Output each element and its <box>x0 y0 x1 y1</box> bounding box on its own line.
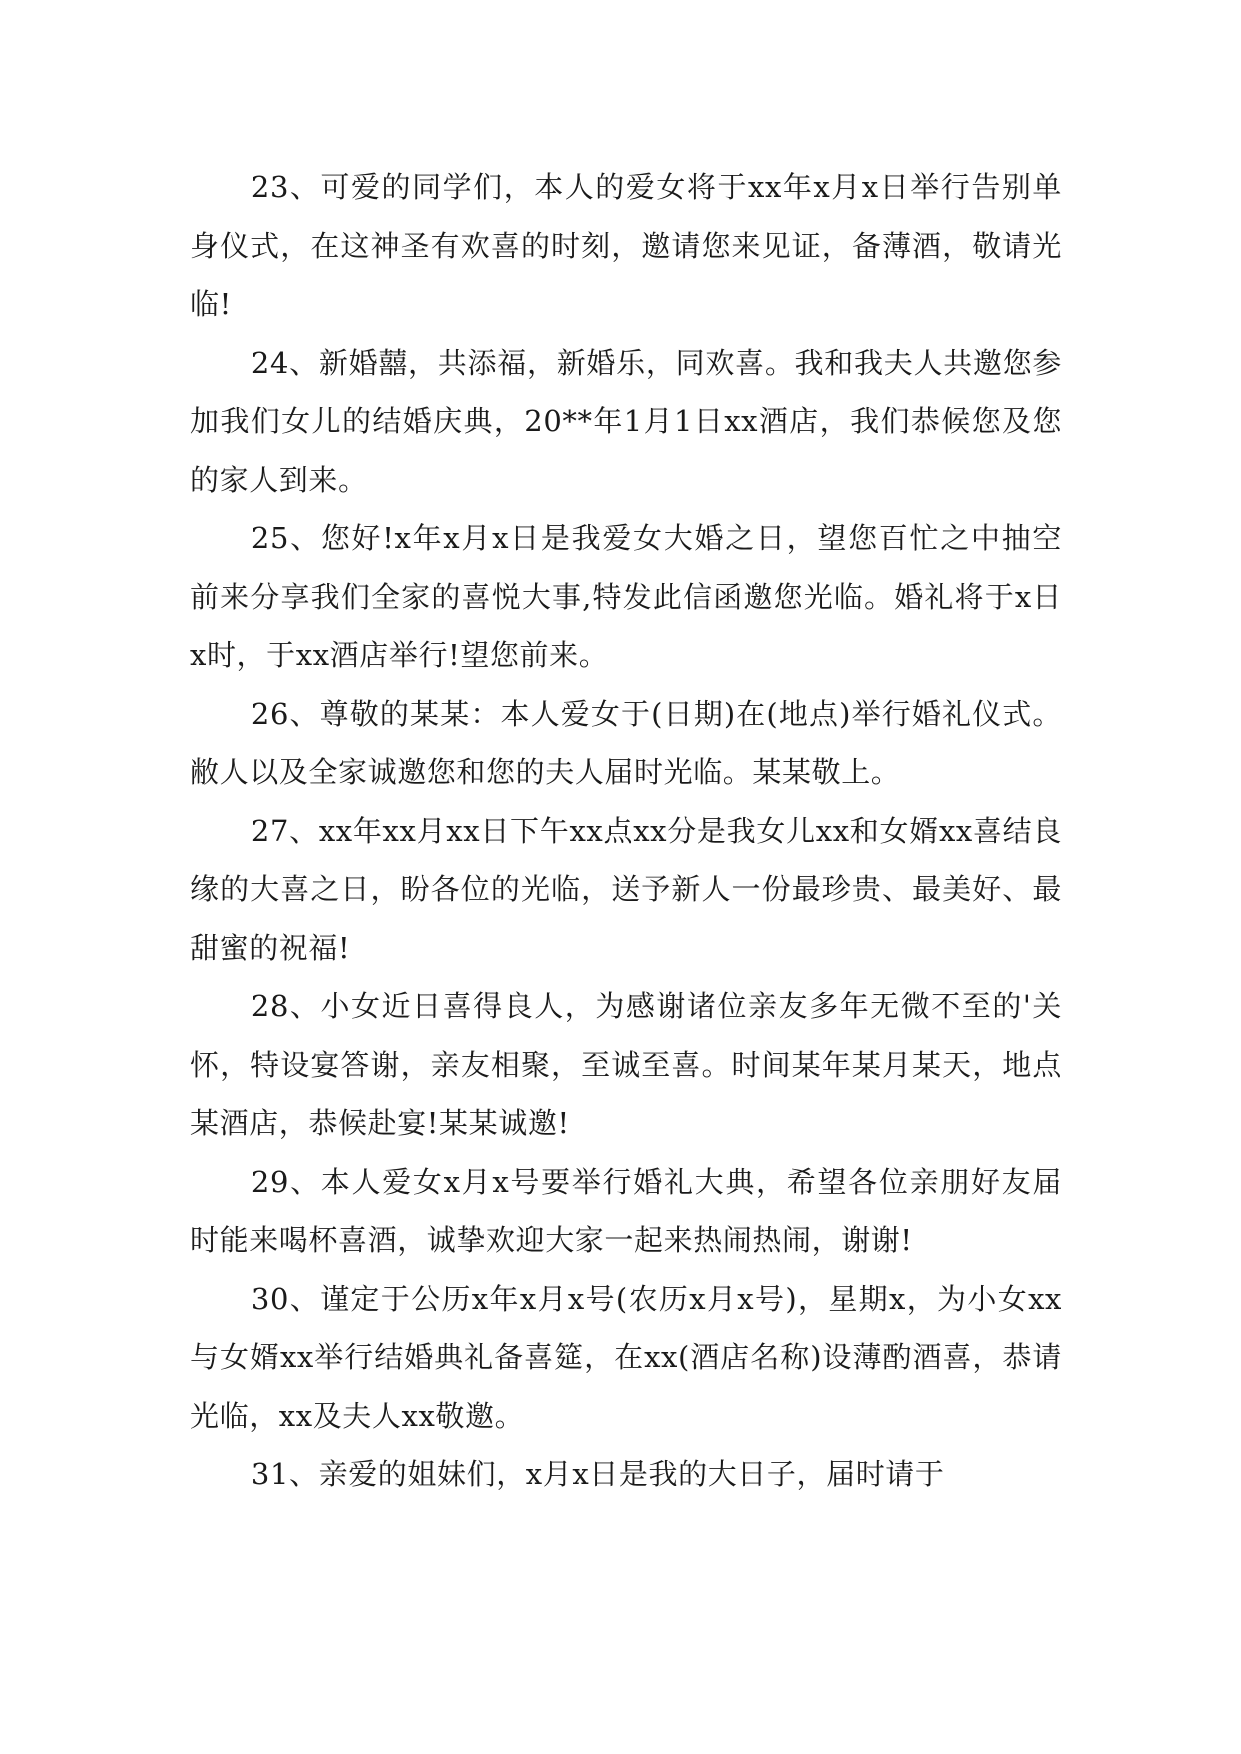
paragraph-26: 26、尊敬的某某：本人爱女于(日期)在(地点)举行婚礼仪式。敝人以及全家诚邀您和您的夫人届时光临。某某敬上。 <box>190 696 1062 789</box>
paragraph-25: 25、您好!x年x月x日是我爱女大婚之日，望您百忙之中抽空前来分享我们全家的喜悦大事,特发此信函邀您光临。婚礼将于x日x时，于xx酒店举行!望您前来。 <box>190 521 1062 672</box>
paragraph-29: 29、本人爱女x月x号要举行婚礼大典，希望各位亲朋好友届时能来喝杯喜酒，诚挚欢迎大家一起来热闹热闹，谢谢! <box>190 1164 1062 1257</box>
paragraph-30: 30、谨定于公历x年x月x号(农历x月x号)，星期x，为小女xx与女婿xx举行结婚典礼备喜筵，在xx(酒店名称)设薄酌酒喜，恭请光临，xx及夫人xx敬邀。 <box>190 1281 1062 1433</box>
document-body <box>190 158 1062 1504</box>
paragraph-28: 28、小女近日喜得良人，为感谢诸位亲友多年无微不至的'关怀，特设宴答谢，亲友相聚，至诚至喜。时间某年某月某天，地点某酒店，恭候赴宴!某某诚邀! <box>190 989 1062 1140</box>
paragraph-24: 24、新婚囍，共添福，新婚乐，同欢喜。我和我夫人共邀您参加我们女儿的结婚庆典，20**年1月1日xx酒店，我们恭候您及您的家人到来。 <box>190 345 1062 497</box>
paragraph-23: 23、可爱的同学们，本人的爱女将于xx年x月x日举行告别单身仪式，在这神圣有欢喜的时刻，邀请您来见证，备薄酒，敬请光临! <box>190 170 1062 321</box>
paragraph-27: 27、xx年xx月xx日下午xx点xx分是我女儿xx和女婿xx喜结良缘的大喜之日，盼各位的光临，送予新人一份最珍贵、最美好、最甜蜜的祝福! <box>190 813 1062 965</box>
paragraph-31: 31、亲爱的姐妹们，x月x日是我的大日子，届时请于 <box>250 1457 945 1491</box>
